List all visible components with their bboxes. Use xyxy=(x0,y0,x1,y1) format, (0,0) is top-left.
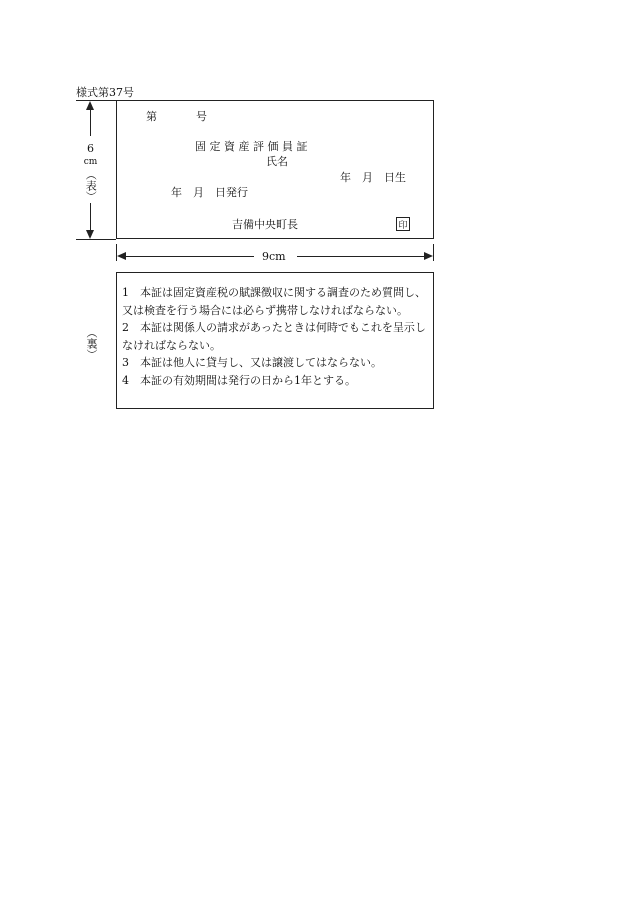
width-arrow-left-icon xyxy=(117,252,126,260)
height-line-bottom xyxy=(90,203,91,230)
birth-date: 年 月 日生 xyxy=(340,171,406,184)
back-note-2: 2 本証は関係人の請求があったときは何時でもこれを呈示しなければならない。 xyxy=(122,321,426,352)
height-extension-top xyxy=(76,100,116,101)
name-label: 氏名 xyxy=(266,155,288,168)
number-suffix: 号 xyxy=(196,110,207,123)
issue-date: 年 月 日発行 xyxy=(171,186,248,199)
back-label: （裏） xyxy=(85,327,98,360)
issuer: 吉備中央町長 xyxy=(232,218,298,231)
certificate-title: 固 定 資 産 評 価 員 証 xyxy=(195,140,308,153)
form-label: 様式第37号 xyxy=(76,86,134,99)
width-line-left xyxy=(126,256,254,257)
seal-stamp: 印 xyxy=(396,217,410,231)
back-note-1: 1 本証は固定資産税の賦課徴収に関する調査のため質問し、又は検査を行う場合には必らず携帯しなければならない。 xyxy=(122,286,426,317)
width-line-right xyxy=(297,256,424,257)
back-note-4: 4 本証の有効期間は発行の日から1年とする。 xyxy=(122,373,356,387)
width-dimension-label: 9cm xyxy=(262,250,286,263)
back-note-3: 3 本証は他人に貸与し、又は譲渡してはならない。 xyxy=(122,356,382,370)
height-digit: 6 xyxy=(87,142,94,155)
height-dimension-label xyxy=(82,143,99,202)
height-unit: cm xyxy=(83,156,98,167)
width-arrow-right-icon xyxy=(424,252,433,260)
height-extension-bottom xyxy=(76,239,116,240)
back-notes xyxy=(122,284,432,390)
height-line-top xyxy=(90,109,91,136)
front-label: （表） xyxy=(84,168,98,202)
number-prefix: 第 xyxy=(146,110,157,123)
width-extension-right xyxy=(433,244,434,261)
height-arrow-down-icon xyxy=(86,230,94,239)
